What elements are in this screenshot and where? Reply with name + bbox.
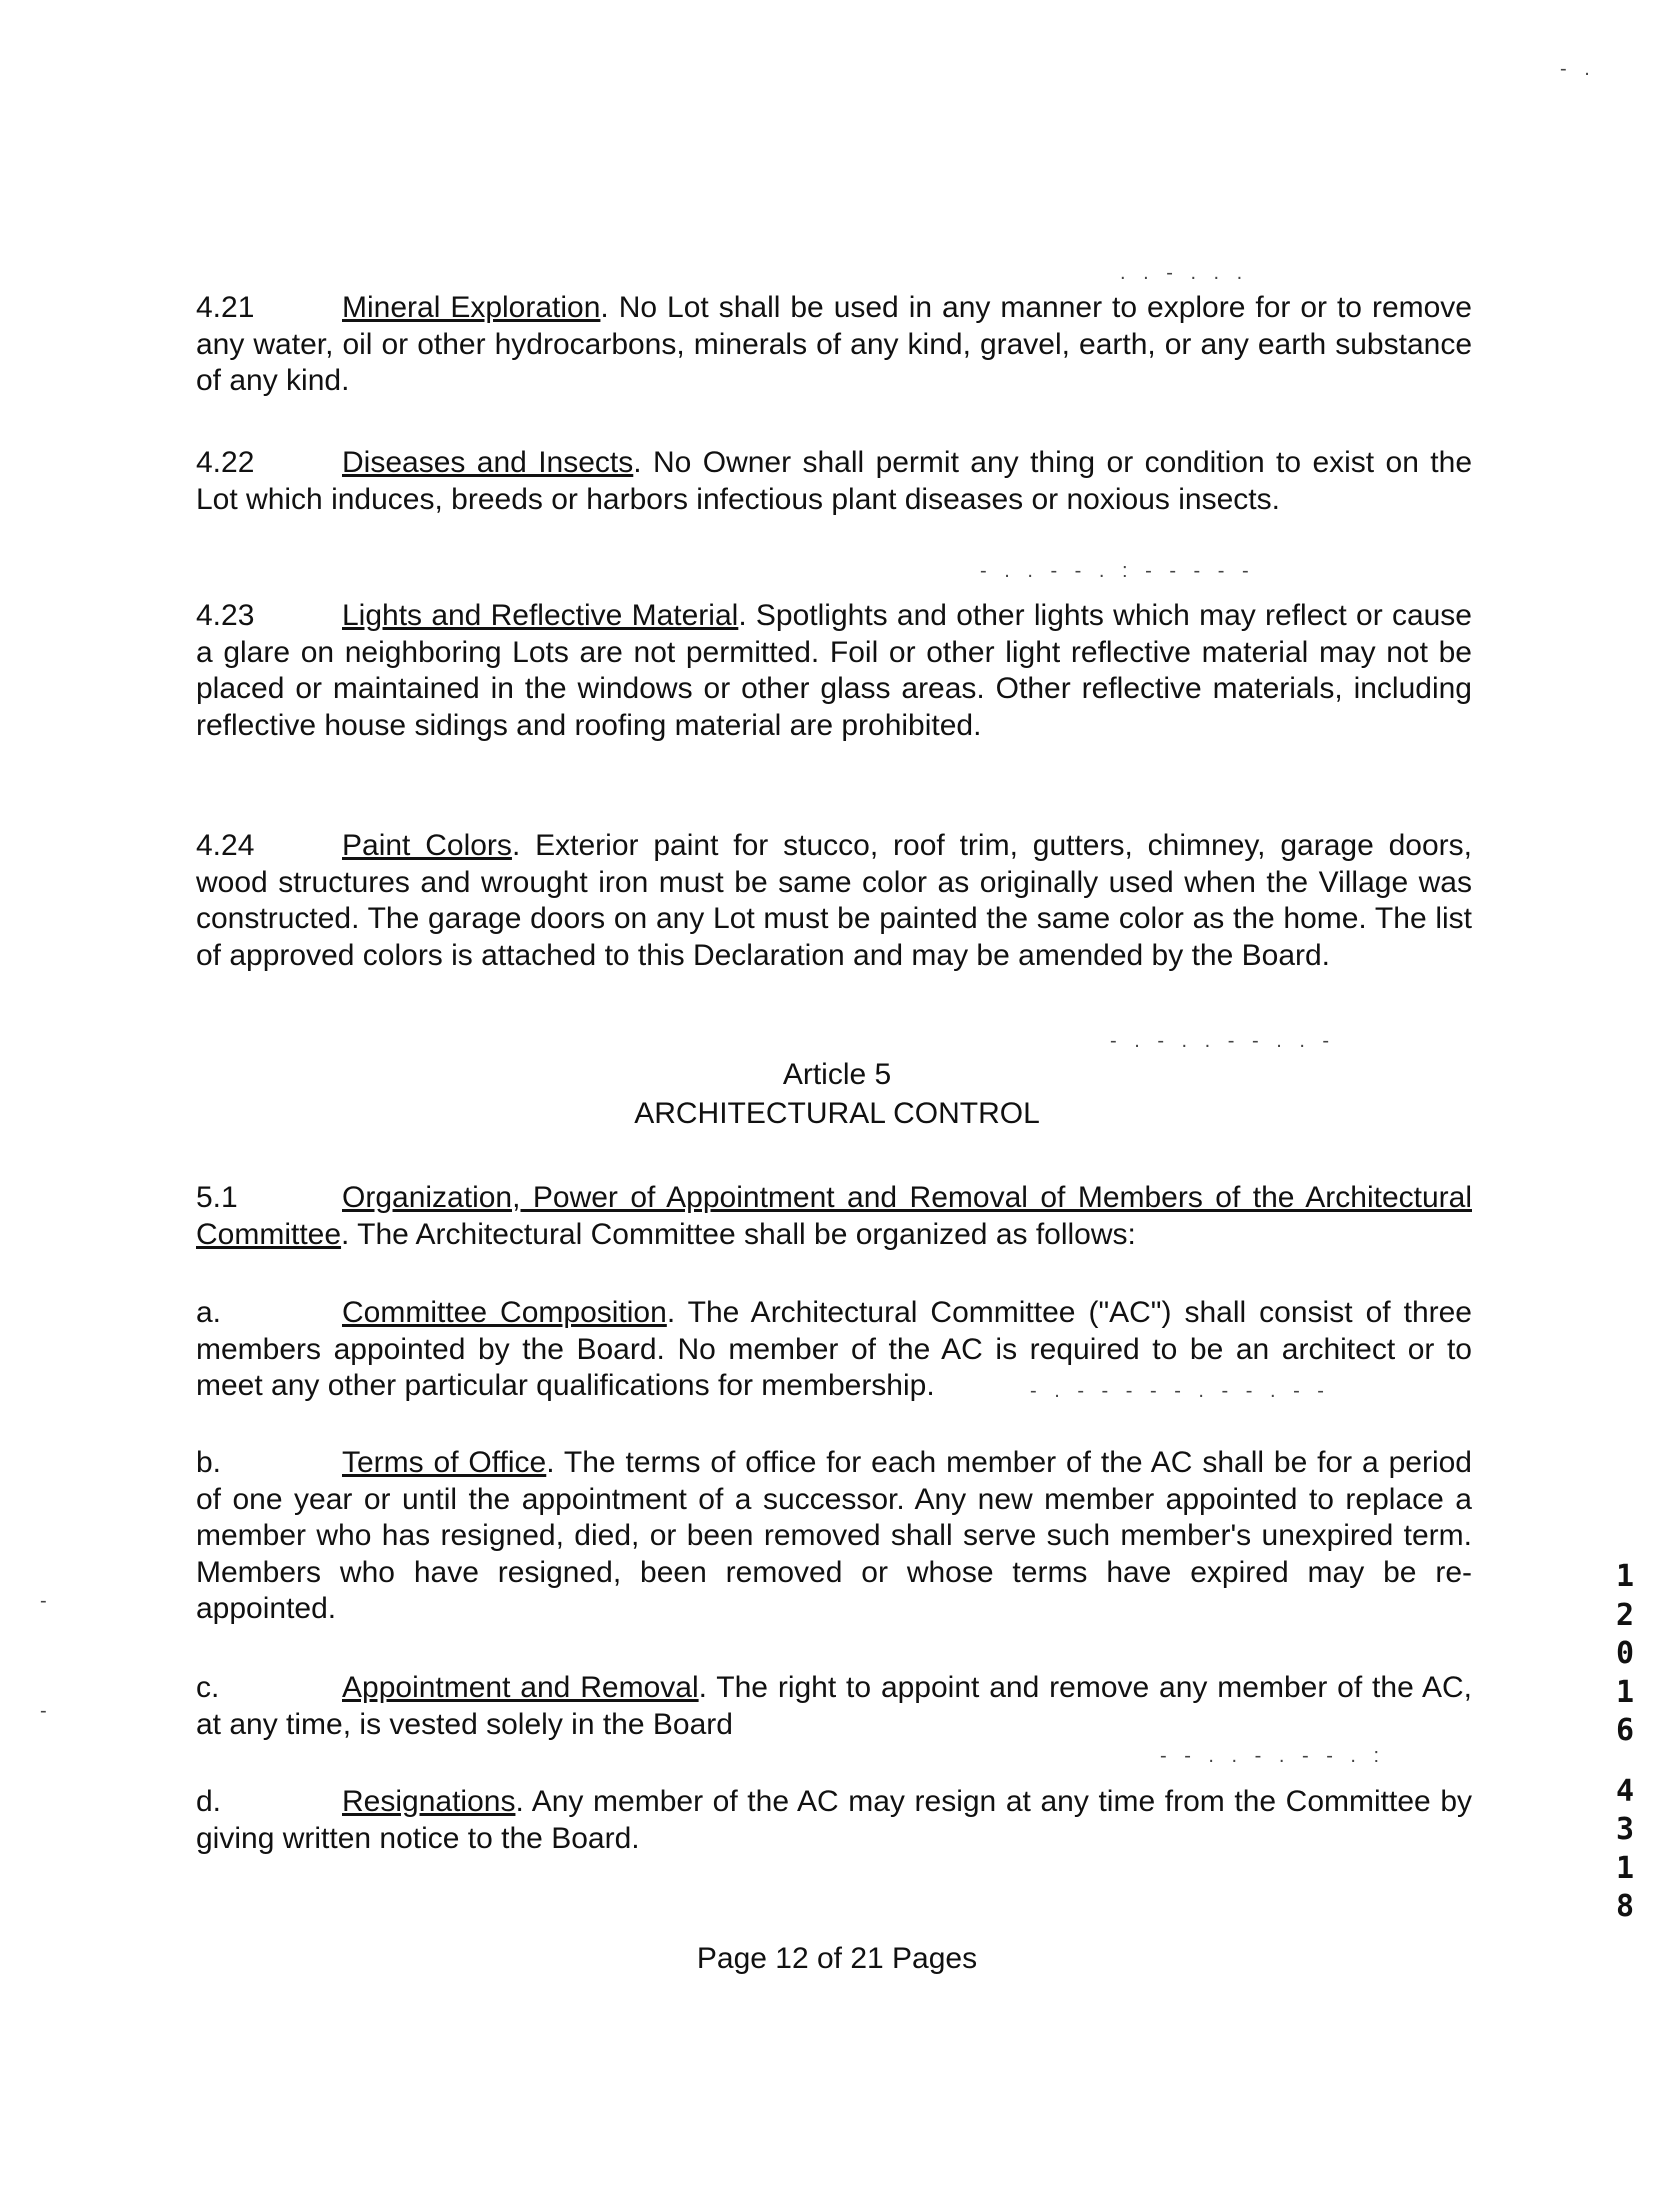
section-4-21 bbox=[196, 290, 1472, 400]
stamp-digit: 3 bbox=[1615, 1812, 1635, 1847]
stamp-gap bbox=[1608, 1751, 1642, 1773]
section-4-24 bbox=[196, 828, 1472, 974]
section-title: Diseases and Insects bbox=[342, 446, 634, 479]
section-title: Organization, Power of Appointment and Removal of Members of the Architectural Committee bbox=[196, 1181, 1472, 1251]
subsection-b bbox=[196, 1445, 1472, 1628]
section-4-23 bbox=[196, 598, 1472, 744]
stamp-digit: 2 bbox=[1615, 1597, 1635, 1633]
stamp-digit: 1 bbox=[1615, 1674, 1635, 1710]
section-title: Appointment and Removal bbox=[342, 1671, 699, 1704]
subsection-d bbox=[196, 1784, 1472, 1857]
section-title: Mineral Exploration bbox=[342, 291, 601, 324]
section-text: . Spotlights and other lights which may reflect or cause a glare on neighboring Lots are not permitted. Foil or other light reflective material may not be placed or maintained in the windows or other glass areas. Other reflective materials, including reflective house sidings and roofing material are prohibited. bbox=[196, 599, 1472, 742]
section-text: . The Architectural Committee shall be organized as follows: bbox=[341, 1217, 1136, 1251]
section-number: 4.23 bbox=[196, 599, 255, 632]
article-title: ARCHITECTURAL CONTROL bbox=[634, 1097, 1040, 1130]
section-text: . Exterior paint for stucco, roof trim, gutters, chimney, garage doors, wood structures and wrought iron must be same color as originally used when the Village was constructed. The garage doors on any Lot must be painted the same color as the home. The list of approved colors is attached to this Declaration and may be amended by the Board. bbox=[196, 829, 1472, 972]
stamp-digit: 8 bbox=[1615, 1889, 1635, 1924]
section-number: a. bbox=[196, 1296, 222, 1329]
scan-artifact: - bbox=[40, 1590, 53, 1612]
scan-artifact: - . - . . - - . . - bbox=[1110, 1030, 1336, 1052]
section-text: . The right to appoint and remove any member of the AC, at any time, is vested solely in the Board bbox=[196, 1671, 1472, 1741]
section-number: d. bbox=[196, 1785, 222, 1818]
section-text: . No Lot shall be used in any manner to explore for or to remove any water, oil or other hydrocarbons, minerals of any kind, gravel, earth, or any earth substance of any kind. bbox=[196, 291, 1472, 397]
stamp-digit: 1 bbox=[1615, 1850, 1635, 1886]
scan-artifact: . . - . . . bbox=[1120, 262, 1249, 284]
section-text: . No Owner shall permit any thing or condition to exist on the Lot which induces, breeds or harbors infectious plant diseases or noxious insects. bbox=[196, 446, 1472, 516]
section-number: b. bbox=[196, 1446, 222, 1479]
article-label: Article 5 bbox=[782, 1058, 892, 1091]
stamp-digit: 4 bbox=[1615, 1773, 1635, 1809]
section-title: Committee Composition bbox=[342, 1296, 667, 1329]
scan-artifact: - . . - - . : - - - - - bbox=[980, 560, 1255, 582]
scan-artifact: - - . . - . - - . : bbox=[1160, 1745, 1386, 1767]
scan-artifact: - . - - - - - . - - . - - bbox=[1030, 1380, 1330, 1402]
stamp-digit: 6 bbox=[1615, 1713, 1635, 1748]
section-number: 4.22 bbox=[196, 446, 255, 479]
section-title: Resignations bbox=[342, 1785, 516, 1818]
section-title: Paint Colors bbox=[342, 829, 512, 862]
scan-artifact: - bbox=[40, 1700, 53, 1722]
section-4-22 bbox=[196, 445, 1472, 518]
stamp-digit: 1 bbox=[1615, 1559, 1635, 1594]
stamp-digit: 0 bbox=[1615, 1636, 1635, 1671]
section-number: 4.24 bbox=[196, 829, 255, 862]
section-number: c. bbox=[196, 1671, 220, 1704]
section-number: 5.1 bbox=[196, 1181, 238, 1214]
recording-number-stamp bbox=[1608, 1558, 1642, 1927]
page-footer: Page 12 of 21 Pages bbox=[696, 1942, 978, 1975]
section-number: 4.21 bbox=[196, 291, 255, 324]
scan-artifact: - . bbox=[1560, 58, 1596, 80]
section-text: . Any member of the AC may resign at any time from the Committee by giving written notice to the Board. bbox=[196, 1785, 1472, 1855]
subsection-c bbox=[196, 1670, 1472, 1743]
section-text: . The terms of office for each member of the AC shall be for a period of one year or until the appointment of a successor. Any new member appointed to replace a member who has resigned, died, or been removed shall serve such member's unexpired term. Members who have resigned, been removed or whose terms have expired may be re-appointed. bbox=[196, 1446, 1472, 1625]
section-title: Lights and Reflective Material bbox=[342, 599, 739, 632]
section-5-1 bbox=[196, 1180, 1472, 1253]
section-text: . The Architectural Committee ("AC") shall consist of three members appointed by the Board. No member of the AC is required to be an architect or to meet any other particular qualifications for membership. bbox=[196, 1296, 1472, 1402]
section-title: Terms of Office bbox=[342, 1446, 547, 1479]
